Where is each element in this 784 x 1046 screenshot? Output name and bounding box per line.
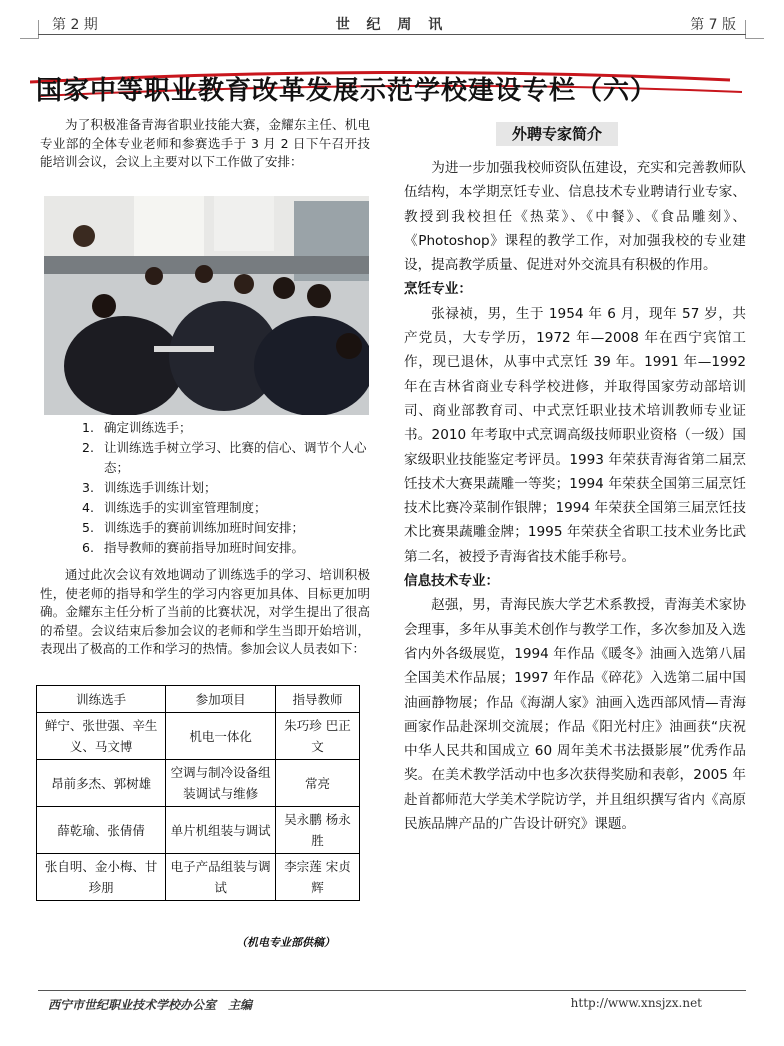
right-column <box>404 156 746 836</box>
cooking-heading: 烹饪专业： <box>404 281 472 298</box>
footer-rule <box>38 990 746 991</box>
crop-mark <box>20 20 39 39</box>
it-expert-bio: 赵强，男，青海民族大学艺术系教授，青海美术家协会理事，多年从事美术创作与教学工作，多次参加及入选省内外各级展览，1994 年作品《暖冬》油画入选第八届全国美术作品展；1997 年作品《碎花》入选第二届中国油画静物展；作品《海湖人家》油画入选西部风情—青海画家作品赴深圳交流展；作品《阳光村庄》油画获“庆祝中华人民共和国成立 60 周年美术书法摄影展”优秀作品奖。在美术教学活动中也多次获得奖励和表彰，2005 年赴首都师范大学美术学院访学，并且组织撰写省内《高原民族品牌产品的广告设计研究》课题。 <box>404 597 746 833</box>
list-item: 5. 训练选手的赛前训练加班时间安排； <box>82 520 305 535</box>
list-item: 6. 指导教师的赛前指导加班时间安排。 <box>82 540 305 555</box>
crop-mark <box>745 20 764 39</box>
meeting-photo <box>44 196 369 415</box>
issue-number: 第 2 期 <box>52 17 98 33</box>
table-row: 鲜宁、张世强、辛生义、马文博 机电一体化 朱巧珍 巴正文 <box>37 713 360 760</box>
list-item: 1. 确定训练选手； <box>82 420 192 435</box>
table-row: 昂前多杰、郭树雄 空调与制冷设备组装调试与维修 常亮 <box>37 760 360 807</box>
table-row: 薛乾瑜、张倩倩 单片机组装与调试 吴永鹏 杨永胜 <box>37 807 360 854</box>
table-header: 训练选手 <box>37 686 166 713</box>
section-title-box <box>496 122 618 146</box>
source-credit: （机电专业部供稿） <box>236 936 335 949</box>
column-title: 国家中等职业教育改革发展示范学校建设专栏（六） <box>36 76 658 106</box>
task-list <box>40 418 370 558</box>
list-item: 2. 让训练选手树立学习、比赛的信心、调节个人心态； <box>82 440 367 475</box>
experts-intro: 为进一步加强我校师资队伍建设，充实和完善教师队伍结构，本学期烹饪专业、信息技术专业聘请行业专家、教授到我校担任《热菜》、《中餐》、《食品雕刻》、《Photoshop》课程的教学工作，对加强我校的专业建设，提高教学质量、促进对外交流具有积极的作用。 <box>404 160 746 274</box>
table-row: 张自明、金小梅、甘珍朋 电子产品组装与调试 李宗莲 宋贞辉 <box>37 854 360 901</box>
newspaper-name: 世 纪 周 讯 <box>335 17 449 33</box>
footer-url[interactable]: http://www.xnsjzx.net <box>570 996 702 1010</box>
header-rule <box>38 34 746 35</box>
list-item: 3. 训练选手训练计划； <box>82 480 217 495</box>
participants-table <box>36 685 360 901</box>
left-summary <box>40 566 370 659</box>
page-header <box>38 10 746 36</box>
cooking-expert-bio: 张禄祯，男，生于 1954 年 6 月，现年 57 岁，共产党员，大专学历，1972 年—2008 年在西宁宾馆工作，现已退休，从事中式烹饪 39 年。1991 年—1992 年在吉林省商业专科学校进修，并取得国家劳动部培训司、商业部教育司、中式烹饪职业技术培训教师专业证书。2010 年考取中式烹调高级技师职业资格（一级）国家级职业技能鉴定考评员。1993 年荣获青海省第二届烹饪技术大赛果蔬雕一等奖；1994 年荣获全国第三届烹饪技术比赛冷菜制作银牌；1994 年荣获全国第三届烹饪技术比赛果蔬雕金牌；1995 年荣获全省职工技术业务比武第二名，被授予青海省技术能手称号。 <box>404 305 746 565</box>
section-title: 外聘专家简介 <box>511 125 602 143</box>
left-intro <box>40 116 370 172</box>
footer-editor: 西宁市世纪职业技术学校办公室 主编 <box>48 998 253 1012</box>
table-header: 参加项目 <box>166 686 276 713</box>
summary-paragraph: 通过此次会议有效地调动了训练选手的学习、培训积极性，使老师的指导和学生的学习内容更加具体、目标更加明确。金耀东主任分析了当前的比赛状况，对学生提出了很高的希望。会议结束后参加会议的老师和学生当即开始培训，表现出了极高的工作和学习的热情。参加会议人员表如下： <box>40 567 370 657</box>
it-heading: 信息技术专业： <box>404 573 500 590</box>
table-header: 指导教师 <box>276 686 360 713</box>
intro-paragraph: 为了积极准备青海省职业技能大赛，金耀东主任、机电专业部的全体专业老师和参赛选手于 3 月 2 日下午召开技能培训会议，会议上主要对以下工作做了安排： <box>40 117 370 170</box>
page-number: 第 7 版 <box>690 17 736 33</box>
list-item: 4. 训练选手的实训室管理制度； <box>82 500 267 515</box>
